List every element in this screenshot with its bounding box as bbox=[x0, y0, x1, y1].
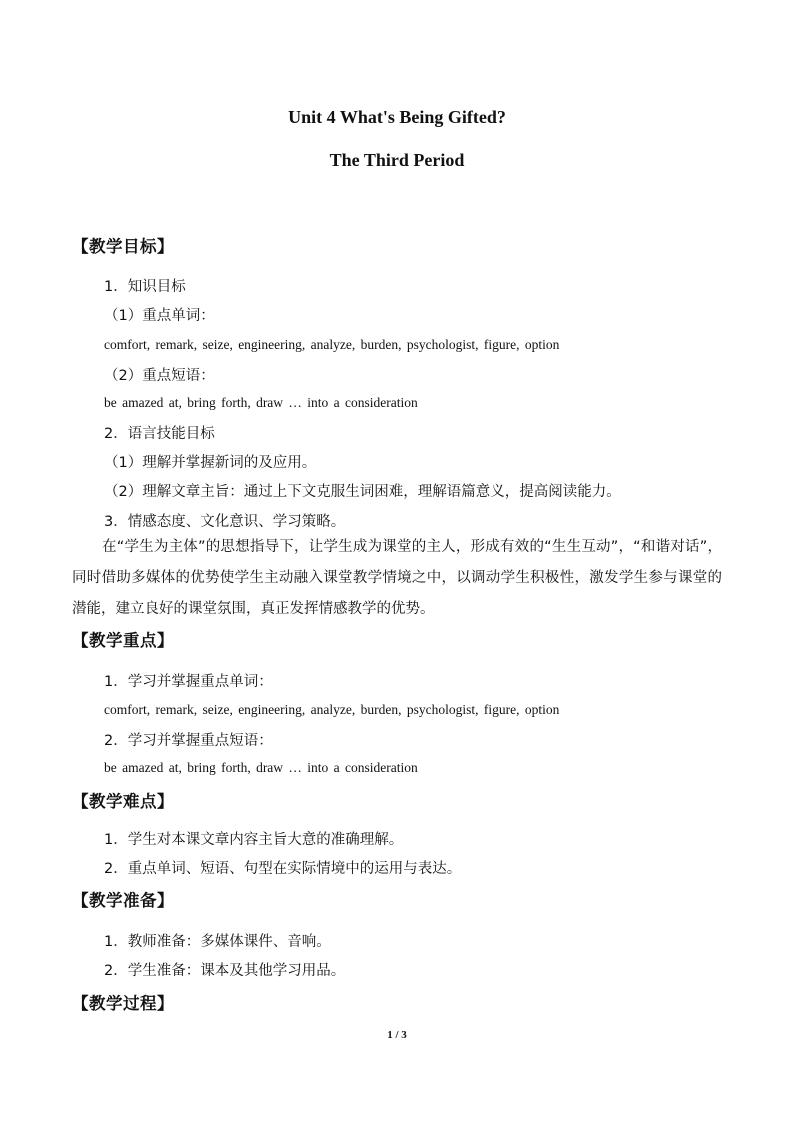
key-point-item-2: 2．学习并掌握重点短语： bbox=[104, 733, 273, 749]
objective-skill-1: （1）理解并掌握新词的及应用。 bbox=[104, 455, 317, 471]
difficulty-item-1: 1．学生对本课文章内容主旨大意的准确理解。 bbox=[104, 832, 404, 848]
objective-words-label: （1）重点单词： bbox=[104, 308, 215, 324]
preparation-item-2: 2．学生准备：课本及其他学习用品。 bbox=[104, 963, 346, 979]
section-heading-preparation: 【教学准备】 bbox=[72, 891, 174, 910]
objective-phrases-label: （2）重点短语： bbox=[104, 368, 215, 384]
document-subtitle: The Third Period bbox=[329, 150, 465, 170]
section-heading-difficulties: 【教学难点】 bbox=[72, 792, 174, 811]
objective-paragraph: 在“学生为主体”的思想指导下，让学生成为课堂的主人，形成有效的“生生互动”，“和谐对话”，同时借助多媒体的优势使学生主动融入课堂教学情境之中，以调动学生积极性，激发学生参与课堂的潜能，建立良好的课堂氛围，真正发挥情感教学的优势。 bbox=[72, 539, 722, 617]
objective-knowledge: 1．知识目标 bbox=[104, 279, 186, 295]
difficulty-item-2: 2．重点单词、短语、句型在实际情境中的运用与表达。 bbox=[104, 861, 462, 877]
key-point-words-list: comfort, remark, seize, engineering, analyze, burden, psychologist, figure, option bbox=[104, 702, 560, 717]
objective-skills: 2．语言技能目标 bbox=[104, 426, 215, 442]
objective-emotion: 3．情感态度、文化意识、学习策略。 bbox=[104, 514, 346, 530]
section-heading-key-points: 【教学重点】 bbox=[72, 631, 174, 650]
document-title: Unit 4 What's Being Gifted? bbox=[288, 107, 506, 127]
section-heading-objectives: 【教学目标】 bbox=[72, 237, 174, 256]
key-point-item-1: 1．学习并掌握重点单词： bbox=[104, 674, 273, 690]
key-point-phrases-list: be amazed at, bring forth, draw … into a consideration bbox=[104, 760, 418, 775]
section-heading-process: 【教学过程】 bbox=[72, 994, 174, 1013]
objective-words-list: comfort, remark, seize, engineering, analyze, burden, psychologist, figure, option bbox=[104, 337, 560, 352]
page-number: 1 / 3 bbox=[387, 1029, 407, 1041]
preparation-item-1: 1．教师准备：多媒体课件、音响。 bbox=[104, 934, 331, 950]
objective-phrases-list: be amazed at, bring forth, draw … into a consideration bbox=[104, 395, 418, 410]
objective-skill-2: （2）理解文章主旨：通过上下文克服生词困难，理解语篇意义，提高阅读能力。 bbox=[104, 484, 621, 500]
